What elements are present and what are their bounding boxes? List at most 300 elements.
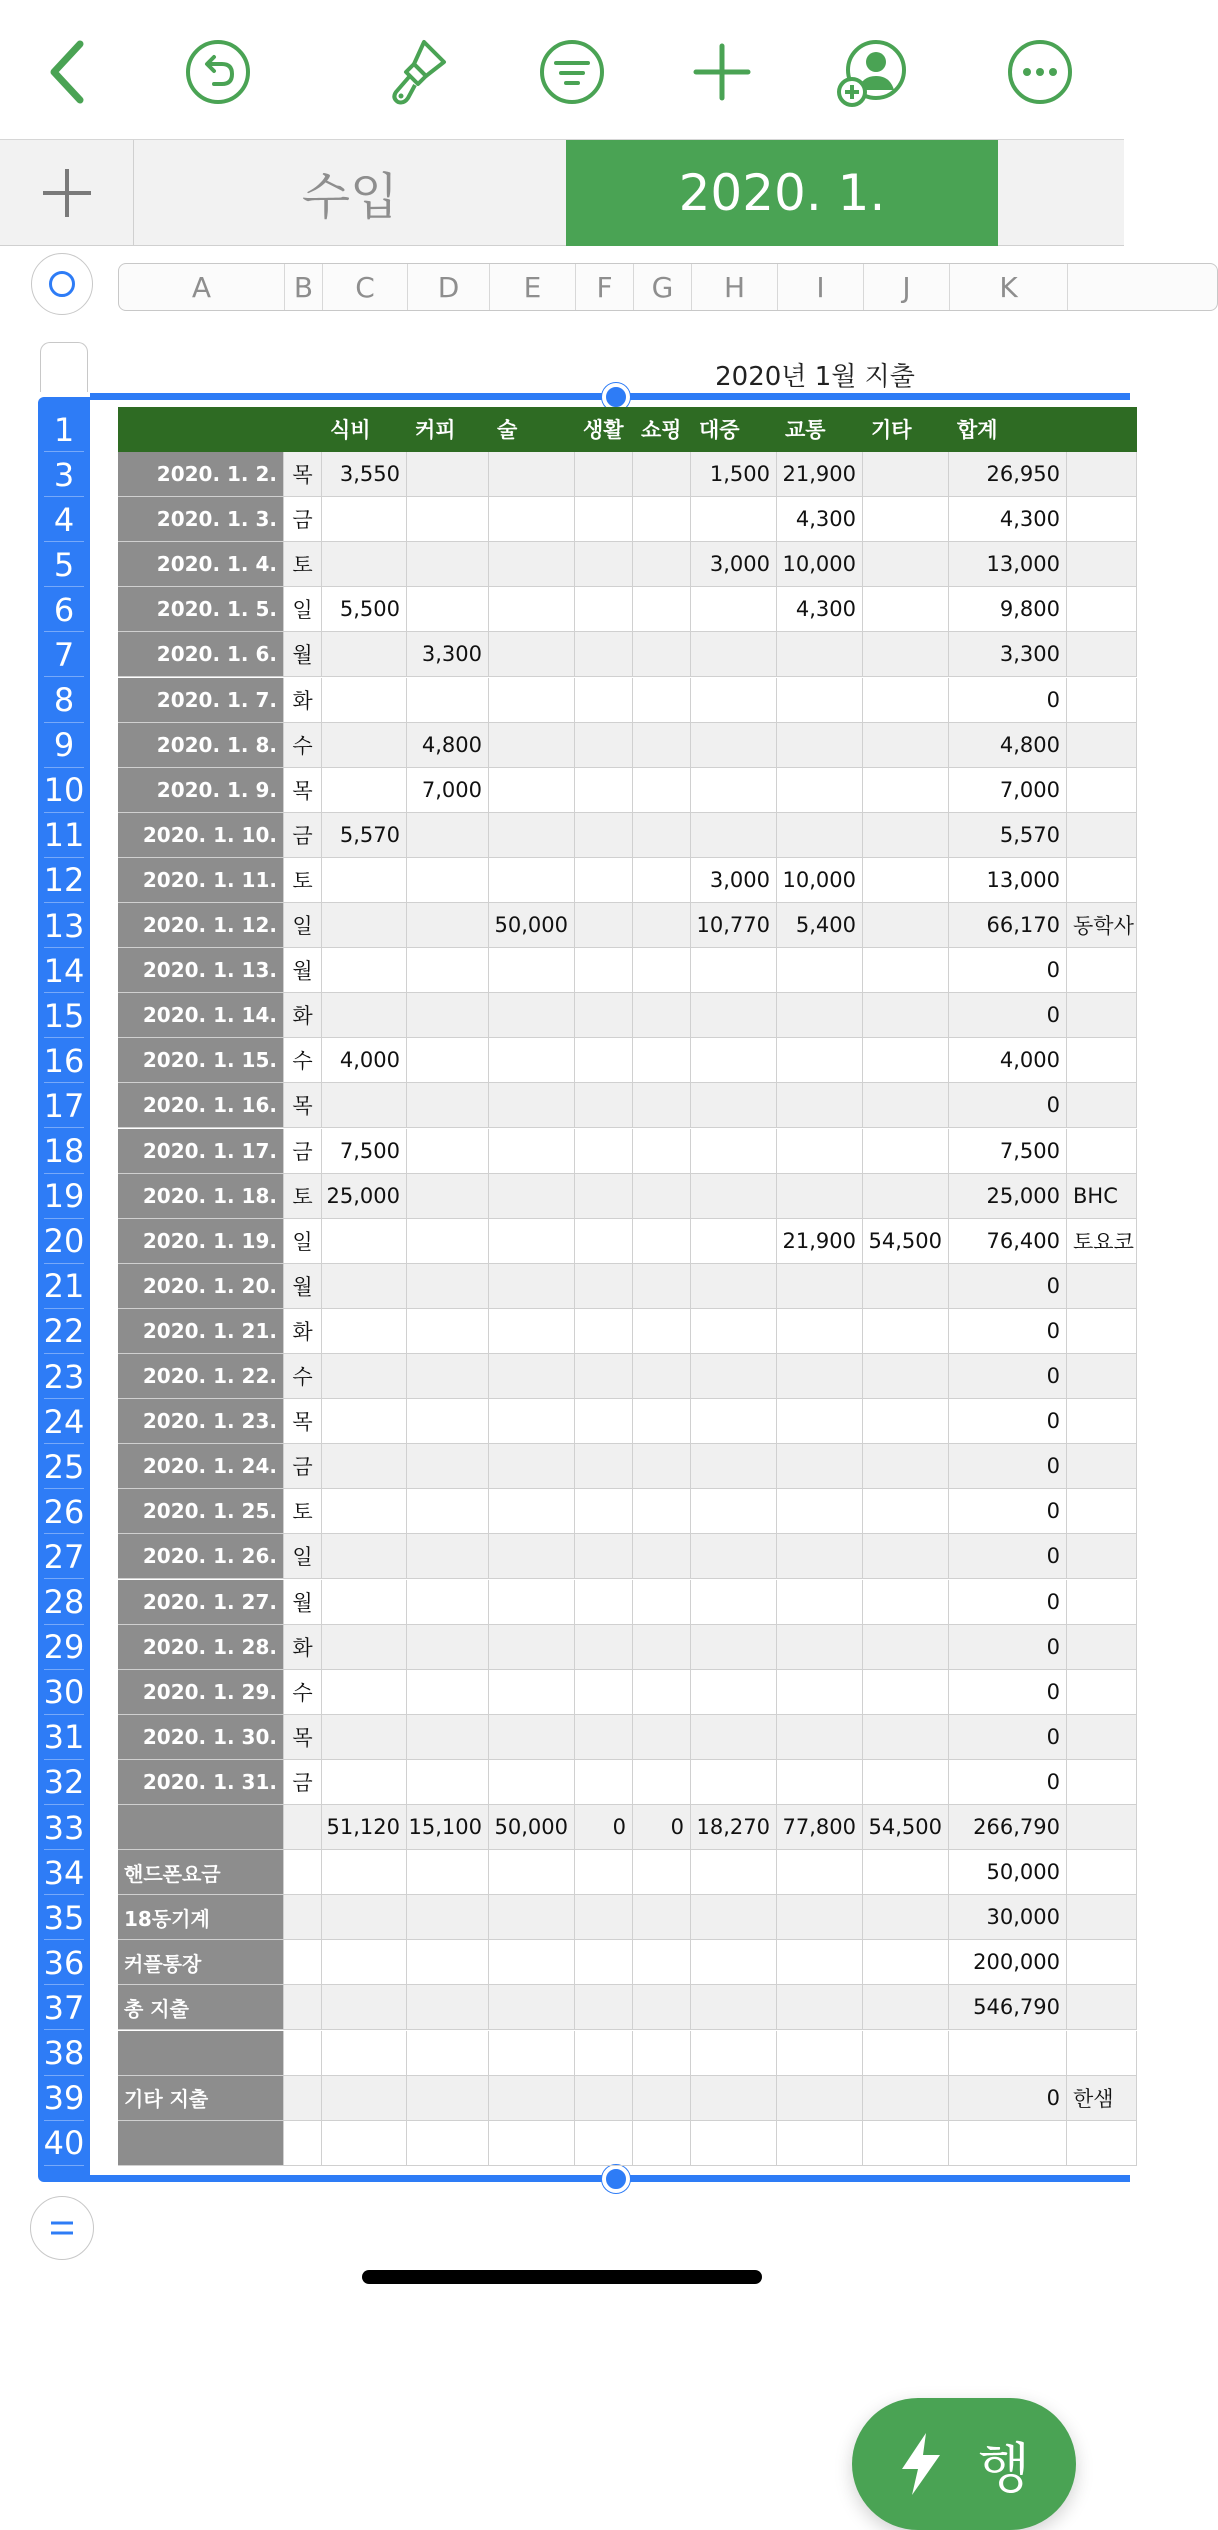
amount-cell-e[interactable] xyxy=(489,587,575,632)
amount-cell-j[interactable] xyxy=(863,1715,949,1760)
amount-cell-f[interactable] xyxy=(575,1580,633,1625)
row-label-cell[interactable]: 기타 지출 xyxy=(118,2076,284,2121)
note-cell[interactable] xyxy=(1067,993,1137,1038)
amount-cell-f[interactable] xyxy=(575,1625,633,1670)
row-number[interactable]: 12 xyxy=(38,858,90,903)
amount-cell-d[interactable] xyxy=(407,1444,489,1489)
day-cell[interactable]: 금 xyxy=(284,813,322,858)
date-cell[interactable]: 2020. 1. 28. xyxy=(118,1625,284,1670)
amount-cell-j[interactable] xyxy=(863,542,949,587)
amount-cell-d[interactable] xyxy=(407,497,489,542)
amount-cell-h[interactable] xyxy=(691,1670,777,1715)
amount-cell-j[interactable] xyxy=(863,1895,949,1940)
note-cell[interactable] xyxy=(1067,452,1137,497)
insert-button[interactable] xyxy=(676,26,768,118)
header-cell-i[interactable]: 교통 xyxy=(777,407,863,452)
amount-cell-h[interactable] xyxy=(691,1399,777,1444)
day-cell[interactable]: 토 xyxy=(284,858,322,903)
amount-cell-d[interactable] xyxy=(407,1174,489,1219)
amount-cell-f[interactable] xyxy=(575,948,633,993)
amount-cell-g[interactable] xyxy=(633,2031,691,2076)
date-cell[interactable]: 2020. 1. 23. xyxy=(118,1399,284,1444)
note-cell[interactable] xyxy=(1067,1850,1137,1895)
amount-cell-g[interactable] xyxy=(633,632,691,677)
row-number[interactable]: 8 xyxy=(38,678,90,723)
amount-cell-i[interactable] xyxy=(777,813,863,858)
amount-cell-k[interactable]: 0 xyxy=(949,1264,1067,1309)
amount-cell-j[interactable] xyxy=(863,497,949,542)
row-number[interactable]: 15 xyxy=(38,993,90,1038)
amount-cell-k[interactable]: 0 xyxy=(949,1489,1067,1534)
amount-cell-i[interactable] xyxy=(777,2121,863,2166)
amount-cell-i[interactable] xyxy=(777,1760,863,1805)
amount-cell-h[interactable] xyxy=(691,1083,777,1128)
amount-cell-d[interactable] xyxy=(407,903,489,948)
amount-cell-e[interactable] xyxy=(489,542,575,587)
date-cell[interactable] xyxy=(118,1805,284,1850)
row-number[interactable]: 23 xyxy=(38,1354,90,1399)
amount-cell-g[interactable] xyxy=(633,858,691,903)
amount-cell-g[interactable] xyxy=(633,903,691,948)
amount-cell-f[interactable] xyxy=(575,1219,633,1264)
amount-cell-h[interactable]: 18,270 xyxy=(691,1805,777,1850)
amount-cell-h[interactable] xyxy=(691,723,777,768)
amount-cell-f[interactable] xyxy=(575,1264,633,1309)
amount-cell-i[interactable] xyxy=(777,723,863,768)
row-number[interactable]: 4 xyxy=(38,497,90,542)
note-cell[interactable] xyxy=(1067,948,1137,993)
amount-cell-g[interactable] xyxy=(633,1580,691,1625)
date-cell[interactable]: 2020. 1. 12. xyxy=(118,903,284,948)
amount-cell-h[interactable] xyxy=(691,993,777,1038)
column-header-h[interactable]: H xyxy=(692,264,778,310)
date-cell[interactable]: 2020. 1. 11. xyxy=(118,858,284,903)
amount-cell-c[interactable] xyxy=(322,1444,407,1489)
day-cell[interactable] xyxy=(284,1940,322,1985)
row-number[interactable]: 35 xyxy=(38,1895,90,1940)
row-number[interactable]: 7 xyxy=(38,632,90,677)
amount-cell-i[interactable] xyxy=(777,1444,863,1489)
amount-cell-f[interactable] xyxy=(575,723,633,768)
amount-cell-c[interactable]: 7,500 xyxy=(322,1129,407,1174)
amount-cell-e[interactable] xyxy=(489,1895,575,1940)
amount-cell-f[interactable] xyxy=(575,1489,633,1534)
day-cell[interactable]: 목 xyxy=(284,1083,322,1128)
amount-cell-k[interactable]: 4,800 xyxy=(949,723,1067,768)
amount-cell-f[interactable]: 0 xyxy=(575,1805,633,1850)
note-cell[interactable] xyxy=(1067,858,1137,903)
note-cell[interactable]: 토요코 xyxy=(1067,1219,1137,1264)
note-cell[interactable] xyxy=(1067,1940,1137,1985)
day-cell[interactable]: 일 xyxy=(284,1534,322,1579)
amount-cell-i[interactable]: 21,900 xyxy=(777,452,863,497)
column-header-a[interactable]: A xyxy=(119,264,285,310)
amount-cell-i[interactable] xyxy=(777,1038,863,1083)
amount-cell-e[interactable] xyxy=(489,1580,575,1625)
row-number[interactable]: 13 xyxy=(38,903,90,948)
amount-cell-j[interactable] xyxy=(863,768,949,813)
amount-cell-i[interactable]: 21,900 xyxy=(777,1219,863,1264)
amount-cell-k[interactable]: 5,570 xyxy=(949,813,1067,858)
amount-cell-c[interactable] xyxy=(322,542,407,587)
day-cell[interactable]: 목 xyxy=(284,768,322,813)
amount-cell-i[interactable] xyxy=(777,1715,863,1760)
amount-cell-f[interactable] xyxy=(575,1444,633,1489)
amount-cell-e[interactable] xyxy=(489,1354,575,1399)
header-cell-c[interactable]: 식비 xyxy=(322,407,407,452)
amount-cell-j[interactable]: 54,500 xyxy=(863,1219,949,1264)
amount-cell-c[interactable] xyxy=(322,1489,407,1534)
amount-cell-g[interactable] xyxy=(633,1174,691,1219)
note-cell[interactable] xyxy=(1067,1083,1137,1128)
note-cell[interactable] xyxy=(1067,1354,1137,1399)
amount-cell-h[interactable]: 1,500 xyxy=(691,452,777,497)
amount-cell-g[interactable] xyxy=(633,1129,691,1174)
amount-cell-h[interactable] xyxy=(691,1038,777,1083)
amount-cell-d[interactable] xyxy=(407,1760,489,1805)
header-cell-e[interactable]: 술 xyxy=(489,407,575,452)
day-cell[interactable]: 금 xyxy=(284,497,322,542)
day-cell[interactable]: 월 xyxy=(284,1580,322,1625)
day-cell[interactable]: 토 xyxy=(284,542,322,587)
amount-cell-h[interactable] xyxy=(691,1895,777,1940)
note-cell[interactable] xyxy=(1067,542,1137,587)
amount-cell-c[interactable]: 25,000 xyxy=(322,1174,407,1219)
amount-cell-d[interactable] xyxy=(407,858,489,903)
amount-cell-j[interactable] xyxy=(863,1580,949,1625)
amount-cell-j[interactable] xyxy=(863,1444,949,1489)
row-number[interactable]: 10 xyxy=(38,768,90,813)
date-cell[interactable]: 2020. 1. 7. xyxy=(118,678,284,723)
note-cell[interactable] xyxy=(1067,768,1137,813)
amount-cell-i[interactable]: 4,300 xyxy=(777,587,863,632)
header-cell-a[interactable] xyxy=(118,407,284,452)
amount-cell-d[interactable] xyxy=(407,2121,489,2166)
amount-cell-g[interactable] xyxy=(633,1625,691,1670)
amount-cell-f[interactable] xyxy=(575,1985,633,2030)
amount-cell-j[interactable] xyxy=(863,587,949,632)
amount-cell-g[interactable] xyxy=(633,2076,691,2121)
row-number[interactable]: 28 xyxy=(38,1580,90,1625)
day-cell[interactable]: 월 xyxy=(284,1264,322,1309)
amount-cell-c[interactable] xyxy=(322,2031,407,2076)
note-cell[interactable] xyxy=(1067,632,1137,677)
note-cell[interactable] xyxy=(1067,1715,1137,1760)
amount-cell-d[interactable] xyxy=(407,1850,489,1895)
amount-cell-h[interactable] xyxy=(691,1219,777,1264)
amount-cell-f[interactable] xyxy=(575,678,633,723)
amount-cell-d[interactable] xyxy=(407,1625,489,1670)
amount-cell-e[interactable] xyxy=(489,1083,575,1128)
column-header-k[interactable]: K xyxy=(950,264,1068,310)
date-cell[interactable]: 2020. 1. 31. xyxy=(118,1760,284,1805)
amount-cell-c[interactable] xyxy=(322,1625,407,1670)
amount-cell-g[interactable] xyxy=(633,2121,691,2166)
amount-cell-j[interactable] xyxy=(863,1399,949,1444)
amount-cell-g[interactable] xyxy=(633,497,691,542)
amount-cell-j[interactable] xyxy=(863,2076,949,2121)
row-number[interactable]: 14 xyxy=(38,948,90,993)
amount-cell-c[interactable]: 4,000 xyxy=(322,1038,407,1083)
day-cell[interactable]: 목 xyxy=(284,452,322,497)
note-cell[interactable] xyxy=(1067,1309,1137,1354)
note-cell[interactable] xyxy=(1067,1444,1137,1489)
amount-cell-i[interactable] xyxy=(777,948,863,993)
amount-cell-c[interactable]: 5,570 xyxy=(322,813,407,858)
amount-cell-f[interactable] xyxy=(575,993,633,1038)
amount-cell-f[interactable] xyxy=(575,1534,633,1579)
row-number[interactable]: 19 xyxy=(38,1174,90,1219)
amount-cell-d[interactable] xyxy=(407,1580,489,1625)
note-cell[interactable] xyxy=(1067,587,1137,632)
amount-cell-d[interactable] xyxy=(407,1038,489,1083)
amount-cell-i[interactable] xyxy=(777,768,863,813)
amount-cell-e[interactable] xyxy=(489,948,575,993)
row-label-cell[interactable]: 핸드폰요금 xyxy=(118,1850,284,1895)
amount-cell-c[interactable] xyxy=(322,1760,407,1805)
amount-cell-h[interactable] xyxy=(691,678,777,723)
amount-cell-h[interactable] xyxy=(691,1625,777,1670)
amount-cell-g[interactable] xyxy=(633,723,691,768)
row-number[interactable]: 31 xyxy=(38,1715,90,1760)
day-cell[interactable]: 금 xyxy=(284,1760,322,1805)
amount-cell-c[interactable] xyxy=(322,903,407,948)
row-label-cell[interactable]: 18동기계 xyxy=(118,1895,284,1940)
note-cell[interactable] xyxy=(1067,1129,1137,1174)
amount-cell-f[interactable] xyxy=(575,1670,633,1715)
date-cell[interactable]: 2020. 1. 17. xyxy=(118,1129,284,1174)
amount-cell-j[interactable]: 54,500 xyxy=(863,1805,949,1850)
row-label-cell[interactable]: 커플통장 xyxy=(118,1940,284,1985)
row-number[interactable]: 37 xyxy=(38,1985,90,2030)
row-number[interactable]: 36 xyxy=(38,1940,90,1985)
row-number[interactable]: 24 xyxy=(38,1399,90,1444)
amount-cell-e[interactable] xyxy=(489,723,575,768)
amount-cell-c[interactable] xyxy=(322,1670,407,1715)
selection-handle-bottom[interactable] xyxy=(602,2165,630,2193)
row-number[interactable]: 21 xyxy=(38,1264,90,1309)
amount-cell-h[interactable] xyxy=(691,1264,777,1309)
amount-cell-d[interactable]: 15,100 xyxy=(407,1805,489,1850)
row-number[interactable]: 39 xyxy=(38,2076,90,2121)
column-header-d[interactable]: D xyxy=(408,264,490,310)
amount-cell-h[interactable]: 10,770 xyxy=(691,903,777,948)
amount-cell-j[interactable] xyxy=(863,1174,949,1219)
amount-cell-g[interactable] xyxy=(633,1850,691,1895)
amount-cell-e[interactable] xyxy=(489,452,575,497)
amount-cell-c[interactable]: 5,500 xyxy=(322,587,407,632)
amount-cell-d[interactable] xyxy=(407,1354,489,1399)
amount-cell-e[interactable] xyxy=(489,678,575,723)
row-number[interactable]: 32 xyxy=(38,1760,90,1805)
day-cell[interactable]: 목 xyxy=(284,1399,322,1444)
column-header-l[interactable] xyxy=(1068,264,1128,310)
amount-cell-e[interactable] xyxy=(489,1625,575,1670)
column-header-c[interactable]: C xyxy=(323,264,408,310)
amount-cell-c[interactable] xyxy=(322,1715,407,1760)
amount-cell-h[interactable] xyxy=(691,768,777,813)
date-cell[interactable]: 2020. 1. 10. xyxy=(118,813,284,858)
note-cell[interactable] xyxy=(1067,1038,1137,1083)
date-cell[interactable]: 2020. 1. 5. xyxy=(118,587,284,632)
amount-cell-k[interactable]: 3,300 xyxy=(949,632,1067,677)
day-cell[interactable]: 수 xyxy=(284,1354,322,1399)
day-cell[interactable]: 화 xyxy=(284,1625,322,1670)
amount-cell-i[interactable] xyxy=(777,1670,863,1715)
amount-cell-k[interactable]: 13,000 xyxy=(949,858,1067,903)
amount-cell-h[interactable] xyxy=(691,2031,777,2076)
amount-cell-k[interactable]: 0 xyxy=(949,1670,1067,1715)
amount-cell-f[interactable] xyxy=(575,2031,633,2076)
amount-cell-e[interactable] xyxy=(489,1174,575,1219)
amount-cell-j[interactable] xyxy=(863,1985,949,2030)
row-number[interactable]: 18 xyxy=(38,1129,90,1174)
amount-cell-g[interactable] xyxy=(633,1940,691,1985)
amount-cell-j[interactable] xyxy=(863,1264,949,1309)
amount-cell-f[interactable] xyxy=(575,1760,633,1805)
amount-cell-i[interactable] xyxy=(777,1083,863,1128)
amount-cell-g[interactable] xyxy=(633,993,691,1038)
amount-cell-g[interactable] xyxy=(633,768,691,813)
amount-cell-d[interactable] xyxy=(407,587,489,632)
amount-cell-f[interactable] xyxy=(575,1850,633,1895)
note-cell[interactable] xyxy=(1067,1489,1137,1534)
row-label-cell[interactable] xyxy=(118,2121,284,2166)
amount-cell-f[interactable] xyxy=(575,1399,633,1444)
amount-cell-k[interactable] xyxy=(949,2121,1067,2166)
amount-cell-g[interactable] xyxy=(633,1399,691,1444)
format-button[interactable] xyxy=(372,26,464,118)
note-cell[interactable]: BHC xyxy=(1067,1174,1137,1219)
day-cell[interactable]: 수 xyxy=(284,1670,322,1715)
amount-cell-d[interactable] xyxy=(407,948,489,993)
amount-cell-i[interactable] xyxy=(777,1850,863,1895)
amount-cell-i[interactable] xyxy=(777,1985,863,2030)
date-cell[interactable]: 2020. 1. 27. xyxy=(118,1580,284,1625)
header-cell-f[interactable]: 생활 xyxy=(575,407,633,452)
amount-cell-e[interactable]: 50,000 xyxy=(489,903,575,948)
amount-cell-j[interactable] xyxy=(863,1129,949,1174)
day-cell[interactable]: 토 xyxy=(284,1174,322,1219)
amount-cell-i[interactable] xyxy=(777,1309,863,1354)
amount-cell-k[interactable]: 50,000 xyxy=(949,1850,1067,1895)
amount-cell-f[interactable] xyxy=(575,497,633,542)
amount-cell-i[interactable] xyxy=(777,1489,863,1534)
amount-cell-c[interactable]: 51,120 xyxy=(322,1805,407,1850)
amount-cell-g[interactable] xyxy=(633,452,691,497)
note-cell[interactable] xyxy=(1067,1625,1137,1670)
amount-cell-e[interactable]: 50,000 xyxy=(489,1805,575,1850)
amount-cell-h[interactable]: 3,000 xyxy=(691,858,777,903)
day-cell[interactable]: 금 xyxy=(284,1129,322,1174)
amount-cell-c[interactable] xyxy=(322,632,407,677)
amount-cell-d[interactable] xyxy=(407,1895,489,1940)
amount-cell-i[interactable] xyxy=(777,2031,863,2076)
amount-cell-d[interactable] xyxy=(407,1219,489,1264)
amount-cell-i[interactable] xyxy=(777,1264,863,1309)
row-number[interactable]: 33 xyxy=(38,1805,90,1850)
amount-cell-h[interactable] xyxy=(691,2121,777,2166)
amount-cell-e[interactable] xyxy=(489,993,575,1038)
day-cell[interactable] xyxy=(284,2031,322,2076)
note-cell[interactable] xyxy=(1067,497,1137,542)
row-number[interactable]: 38 xyxy=(38,2031,90,2076)
amount-cell-e[interactable] xyxy=(489,1309,575,1354)
header-cell-d[interactable]: 커피 xyxy=(407,407,489,452)
amount-cell-c[interactable] xyxy=(322,1850,407,1895)
amount-cell-g[interactable] xyxy=(633,1715,691,1760)
amount-cell-f[interactable] xyxy=(575,587,633,632)
amount-cell-i[interactable] xyxy=(777,678,863,723)
day-cell[interactable]: 일 xyxy=(284,903,322,948)
amount-cell-c[interactable] xyxy=(322,1264,407,1309)
amount-cell-g[interactable] xyxy=(633,1083,691,1128)
amount-cell-k[interactable]: 546,790 xyxy=(949,1985,1067,2030)
amount-cell-f[interactable] xyxy=(575,452,633,497)
amount-cell-c[interactable] xyxy=(322,1083,407,1128)
date-cell[interactable]: 2020. 1. 14. xyxy=(118,993,284,1038)
amount-cell-i[interactable]: 5,400 xyxy=(777,903,863,948)
amount-cell-c[interactable] xyxy=(322,2076,407,2121)
date-cell[interactable]: 2020. 1. 13. xyxy=(118,948,284,993)
row-number[interactable]: 16 xyxy=(38,1038,90,1083)
amount-cell-d[interactable] xyxy=(407,1129,489,1174)
amount-cell-h[interactable] xyxy=(691,2076,777,2121)
amount-cell-i[interactable]: 77,800 xyxy=(777,1805,863,1850)
date-cell[interactable]: 2020. 1. 2. xyxy=(118,452,284,497)
amount-cell-g[interactable] xyxy=(633,1354,691,1399)
header-cell-h[interactable]: 대중 xyxy=(691,407,777,452)
amount-cell-j[interactable] xyxy=(863,1309,949,1354)
row-number[interactable]: 40 xyxy=(38,2121,90,2166)
date-cell[interactable]: 2020. 1. 16. xyxy=(118,1083,284,1128)
amount-cell-k[interactable]: 26,950 xyxy=(949,452,1067,497)
tab-income[interactable] xyxy=(134,140,566,246)
add-sheet-button[interactable] xyxy=(0,140,134,246)
amount-cell-i[interactable]: 10,000 xyxy=(777,858,863,903)
amount-cell-k[interactable]: 4,300 xyxy=(949,497,1067,542)
date-cell[interactable]: 2020. 1. 8. xyxy=(118,723,284,768)
amount-cell-g[interactable] xyxy=(633,813,691,858)
organize-button[interactable] xyxy=(526,26,618,118)
amount-cell-i[interactable] xyxy=(777,1354,863,1399)
date-cell[interactable]: 2020. 1. 25. xyxy=(118,1489,284,1534)
amount-cell-c[interactable]: 3,550 xyxy=(322,452,407,497)
amount-cell-k[interactable]: 30,000 xyxy=(949,1895,1067,1940)
day-cell[interactable]: 수 xyxy=(284,723,322,768)
row-number[interactable]: 25 xyxy=(38,1444,90,1489)
note-cell[interactable] xyxy=(1067,1985,1137,2030)
amount-cell-k[interactable]: 0 xyxy=(949,1625,1067,1670)
amount-cell-c[interactable] xyxy=(322,1219,407,1264)
amount-cell-j[interactable] xyxy=(863,1534,949,1579)
row-number[interactable]: 27 xyxy=(38,1534,90,1579)
row-number[interactable]: 26 xyxy=(38,1489,90,1534)
note-cell[interactable] xyxy=(1067,678,1137,723)
amount-cell-j[interactable] xyxy=(863,903,949,948)
amount-cell-i[interactable] xyxy=(777,1895,863,1940)
amount-cell-e[interactable] xyxy=(489,1940,575,1985)
amount-cell-k[interactable]: 0 xyxy=(949,678,1067,723)
column-header-b[interactable]: B xyxy=(285,264,323,310)
amount-cell-d[interactable]: 4,800 xyxy=(407,723,489,768)
amount-cell-j[interactable] xyxy=(863,452,949,497)
date-cell[interactable]: 2020. 1. 3. xyxy=(118,497,284,542)
note-cell[interactable] xyxy=(1067,1670,1137,1715)
amount-cell-i[interactable] xyxy=(777,1580,863,1625)
amount-cell-i[interactable] xyxy=(777,1940,863,1985)
row-label-cell[interactable]: 총 지출 xyxy=(118,1985,284,2030)
